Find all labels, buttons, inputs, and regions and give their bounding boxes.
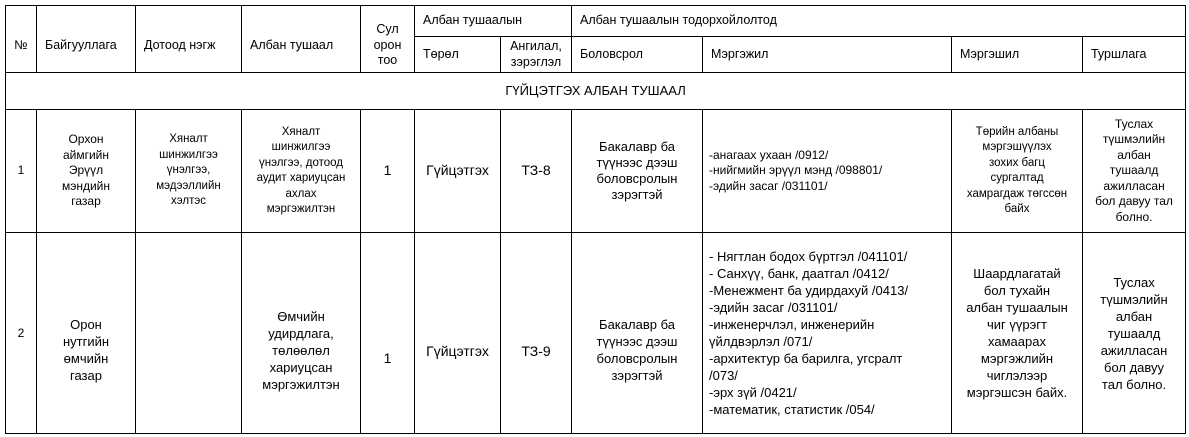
profession-item: - Санхүү, банк, даатгал /0412/	[709, 266, 889, 281]
row-number: 2	[6, 233, 37, 434]
header-profession: Мэргэжил	[703, 37, 952, 73]
header-education: Боловсрол	[572, 37, 703, 73]
table-body	[6, 73, 1186, 434]
organization-cell: Орхон аймгийн Эрүүл мэндийн газар	[37, 110, 136, 233]
vacancies-cell: 1	[361, 233, 415, 434]
header-requirements-group: Албан тушаалын тодорхойлолтод	[572, 6, 1186, 37]
qualification-cell: Төрийн албаны мэргэшүүлэх зохих багц сургалтад хамрагдаж төгссөн байх	[952, 110, 1083, 233]
profession-item: - Нягтлан бодох бүртгэл /041101/	[709, 249, 908, 264]
header-organization: Байгууллага	[37, 6, 136, 73]
rank-cell: ТЗ-8	[501, 110, 572, 233]
header-number: №	[6, 6, 37, 73]
vacancies-cell: 1	[361, 110, 415, 233]
section-row	[6, 73, 1186, 110]
table-header	[6, 6, 1186, 73]
profession-item: -эдийн засаг /031101/	[709, 300, 838, 315]
organization-cell: Орон нутгийн өмчийн газар	[37, 233, 136, 434]
vacancy-table	[5, 5, 1186, 434]
header-row-top	[6, 6, 1186, 37]
unit-cell: Хяналт шинжилгээ үнэлгээ, мэдээллийн хэлтэс	[136, 110, 242, 233]
profession-item: -математик, статистик /054/	[709, 402, 875, 417]
education-cell: Бакалавр ба түүнээс дээш боловсролын зэрэгтэй	[572, 233, 703, 434]
table-row	[6, 110, 1186, 233]
experience-cell: Туслах түшмэлийн албан тушаалд ажилласан бол давуу тал болно.	[1083, 233, 1186, 434]
type-cell: Гүйцэтгэх	[415, 110, 501, 233]
profession-item: -архитектур ба барилга, угсралт /073/	[709, 351, 903, 383]
header-type: Төрөл	[415, 37, 501, 73]
header-qualification: Мэргэшил	[952, 37, 1083, 73]
header-vacancies: Сул орон тоо	[361, 6, 415, 73]
position-cell: Хяналт шинжилгээ үнэлгээ, дотоод аудит хариуцсан ахлах мэргэжилтэн	[242, 110, 361, 233]
profession-cell	[703, 110, 952, 233]
profession-item: -эрх зүй /0421/	[709, 385, 797, 400]
education-cell: Бакалавр ба түүнээс дээш боловсролын зэрэгтэй	[572, 110, 703, 233]
profession-item: -эдийн засаг /031101/	[709, 178, 828, 193]
header-position: Албан тушаал	[242, 6, 361, 73]
header-unit: Дотоод нэгж	[136, 6, 242, 73]
profession-item: -инженерчлэл, инженерийн үйлдвэрлэл /071/	[709, 317, 875, 349]
experience-cell: Туслах түшмэлийн албан тушаалд ажилласан бол давуу тал болно.	[1083, 110, 1186, 233]
profession-item: -анагаах ухаан /0912/	[709, 147, 829, 162]
header-experience: Туршлага	[1083, 37, 1186, 73]
header-rank: Ангилал, зэрэглэл	[501, 37, 572, 73]
rank-cell: ТЗ-9	[501, 233, 572, 434]
profession-item: -Менежмент ба удирдахуй /0413/	[709, 283, 909, 298]
profession-item: -нийгмийн эрүүл мэнд /098801/	[709, 163, 883, 178]
table-row	[6, 233, 1186, 434]
qualification-cell: Шаардлагатай бол тухайн албан тушаалын чиг үүрэгт хамаарах мэргэжлийн чиглэлээр мэргэшсэн байх.	[952, 233, 1083, 434]
profession-cell	[703, 233, 952, 434]
unit-cell	[136, 233, 242, 434]
position-cell: Өмчийн удирдлага, төлөөлөл хариуцсан мэргэжилтэн	[242, 233, 361, 434]
type-cell: Гүйцэтгэх	[415, 233, 501, 434]
header-position-group: Албан тушаалын	[415, 6, 572, 37]
row-number: 1	[6, 110, 37, 233]
section-title: ГҮЙЦЭТГЭХ АЛБАН ТУШААЛ	[6, 73, 1186, 110]
